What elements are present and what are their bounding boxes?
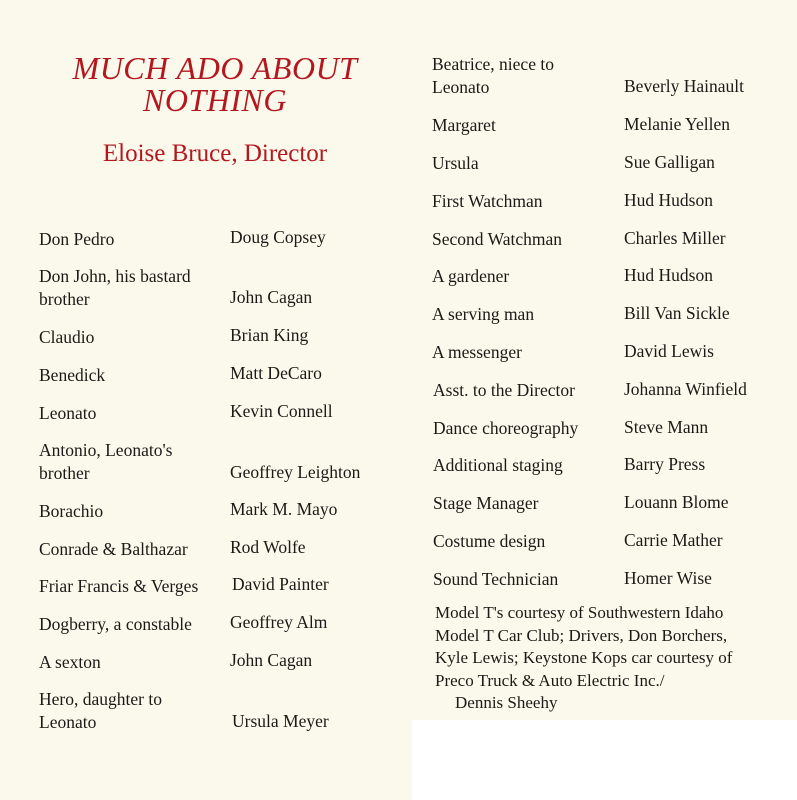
role-name: Friar Francis & Verges [39, 576, 199, 596]
actor-name: Hud Hudson [624, 265, 713, 285]
role-name: A messenger [432, 342, 522, 362]
role-name: Dogberry, a constable [39, 614, 192, 634]
role-name: Sound Technician [433, 569, 559, 589]
actor-name: Bill Van Sickle [624, 303, 730, 323]
role-name: Antonio, Leonato's brother [39, 440, 173, 483]
role-name: Dance choreography [433, 418, 579, 438]
actor-name: Matt DeCaro [230, 363, 322, 383]
actor-name: Louann Blome [624, 492, 729, 512]
actor-name: Doug Copsey [230, 227, 326, 247]
role-name: Don Pedro [39, 229, 115, 249]
actor-name: John Cagan [230, 287, 313, 307]
credits-note-line: Model T Car Club; Drivers, Don Borchers, [435, 625, 728, 645]
actor-name: Hud Hudson [624, 190, 713, 210]
credits-note-line: Kyle Lewis; Keystone Kops car courtesy of [435, 648, 733, 667]
role-name: Beatrice, niece to Leonato [432, 54, 554, 97]
role-name: Don John, his bastard brother [39, 266, 191, 309]
play-title-line-2: NOTHING [143, 82, 287, 118]
actor-name: Steve Mann [624, 417, 709, 437]
role-name: Leonato [39, 403, 97, 423]
actor-name: Homer Wise [624, 568, 712, 588]
role-name: A serving man [432, 304, 535, 324]
role-name: A gardener [432, 266, 510, 286]
actor-name: John Cagan [230, 650, 313, 670]
actor-name: Sue Galligan [624, 152, 715, 172]
credits-note [435, 602, 780, 715]
credits-note-line: Model T's courtesy of Southwestern Idaho [435, 603, 724, 622]
role-name: Claudio [39, 327, 95, 347]
role-name: Benedick [39, 365, 106, 385]
credits-note-line: Dennis Sheehy [455, 693, 558, 712]
role-name: First Watchman [432, 191, 543, 211]
role-name: Asst. to the Director [433, 380, 575, 400]
actor-name: Beverly Hainault [624, 76, 745, 96]
role-name: Costume design [433, 531, 546, 551]
page-margin [412, 720, 797, 800]
actor-name: Brian King [230, 325, 309, 345]
role-name: Ursula [432, 153, 479, 173]
actor-name: David Lewis [624, 341, 714, 361]
role-name: Hero, daughter to Leonato [39, 689, 162, 732]
role-name: Stage Manager [433, 493, 539, 513]
credits-note-line: Preco Truck & Auto Electric Inc./ [435, 670, 665, 690]
actor-name: Charles Miller [624, 228, 726, 248]
actor-name: David Painter [232, 574, 329, 594]
actor-name: Carrie Mather [624, 530, 723, 550]
role-name: A sexton [39, 652, 101, 672]
role-name: Borachio [39, 501, 104, 521]
actor-name: Rod Wolfe [230, 537, 306, 557]
actor-name: Barry Press [624, 454, 706, 474]
actor-name: Mark M. Mayo [230, 499, 338, 519]
actor-name: Johanna Winfield [624, 379, 747, 399]
actor-name: Geoffrey Alm [230, 612, 328, 632]
role-name: Additional staging [433, 455, 563, 475]
play-title [30, 52, 400, 116]
play-title-line-1: MUCH ADO ABOUT [72, 50, 358, 86]
role-name: Second Watchman [432, 229, 562, 249]
actor-name: Geoffrey Leighton [230, 462, 361, 482]
director-credit: Eloise Bruce, Director [102, 140, 328, 167]
actor-name: Ursula Meyer [232, 711, 329, 731]
actor-name: Melanie Yellen [624, 114, 730, 134]
role-name: Margaret [432, 115, 496, 135]
role-name: Conrade & Balthazar [39, 539, 188, 559]
actor-name: Kevin Connell [230, 401, 333, 421]
